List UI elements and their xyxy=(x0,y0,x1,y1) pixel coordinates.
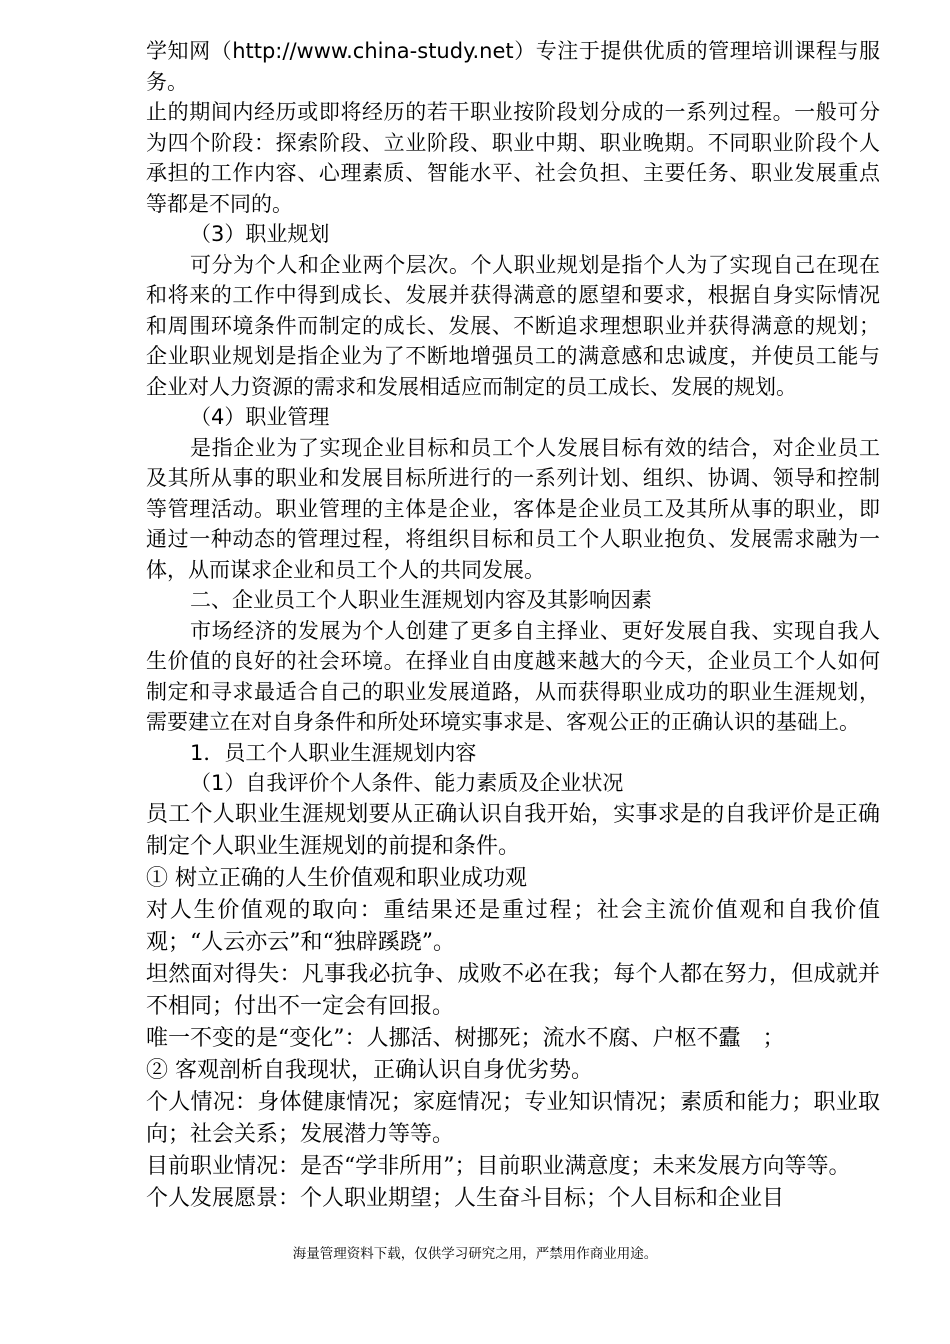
paragraph-change: 唯一不变的是“变化”：人挪活、树挪死；流水不腐、户枢不蠹 ； xyxy=(146,1025,785,1051)
paragraph-market-economy: 市场经济的发展为个人创建了更多自主择业、更好发展自我、实现自我人生价值的良好的社会环境。在择业自由度越来越大的今天，企业员工个人如何制定和寻求最适合自己的职业发展道路，从而获得职业成功的职业生涯规划，需要建立在对自身条件和所处环境实事求是、客观公正的正确认识的基础上。 xyxy=(146,618,880,734)
paragraph-vision: 个人发展愿景：个人职业期望；人生奋斗目标；个人目标和企业目 xyxy=(146,1185,785,1211)
heading-self-evaluation: （1）自我评价个人条件、能力素质及企业状况 xyxy=(190,771,624,795)
document-page xyxy=(146,36,880,1215)
paragraph-gains-losses: 坦然面对得失：凡事我必抗争、成败不必在我；每个人都在努力，但成就并不相同；付出不一定会有回报。 xyxy=(146,961,880,1019)
list-item-self-analysis: ② 客观剖析自我现状，正确认识自身优劣势。 xyxy=(146,1057,593,1083)
paragraph-personal-situation: 个人情况：身体健康情况；家庭情况；专业知识情况；素质和能力；职业取向；社会关系；发展潜力等等。 xyxy=(146,1089,880,1147)
paragraph-career-management: 是指企业为了实现企业目标和员工个人发展目标有效的结合，对企业员工及其所从事的职业和发展目标所进行的一系列计划、组织、协调、领导和控制等管理活动。职业管理的主体是企业，客体是企业员工及其所从事的职业，即通过一种动态的管理过程，将组织目标和员工个人职业抱负、发展需求融为一体，从而谋求企业和员工个人的共同发展。 xyxy=(146,435,880,582)
page-footer: 海量管理资料下载，仅供学习研究之用，严禁用作商业用途。 xyxy=(292,1246,658,1262)
heading-plan-content: 1．员工个人职业生涯规划内容 xyxy=(190,740,477,765)
paragraph-career-planning: 可分为个人和企业两个层次。个人职业规划是指个人为了实现自己在现在和将来的工作中得到成长、发展并获得满意的愿望和要求，根据自身实际情况和周围环境条件而制定的成长、发展、不断追求理想职业并获得满意的规划；企业职业规划是指企业为了不断地增强员工的满意感和忠诚度，并使员工能与企业对人力资源的需求和发展相适应而制定的员工成长、发展的规划。 xyxy=(146,252,880,399)
paragraph-career-stages: 止的期间内经历或即将经历的若干职业按阶段划分成的一系列过程。一般可分为四个阶段：探索阶段、立业阶段、职业中期、职业晚期。不同职业阶段个人承担的工作内容、心理素质、智能水平、社会负担、主要任务、职业发展重点等都是不同的。 xyxy=(146,100,880,216)
paragraph-current-job: 目前职业情况：是否“学非所用”；目前职业满意度；未来发展方向等等。 xyxy=(146,1153,851,1179)
paragraph-value-orientation: 对人生价值观的取向：重结果还是重过程；社会主流价值观和自我价值观；“人云亦云”和“独辟蹊跷”。 xyxy=(146,897,880,955)
paragraph-self-knowledge: 员工个人职业生涯规划要从正确认识自我开始，实事求是的自我评价是正确制定个人职业生涯规划的前提和条件。 xyxy=(146,801,880,859)
heading-career-planning: （3）职业规划 xyxy=(190,222,330,246)
section-heading-two: 二、企业员工个人职业生涯规划内容及其影响因素 xyxy=(190,588,652,612)
heading-career-management: （4）职业管理 xyxy=(190,405,330,429)
list-item-values: ① 树立正确的人生价值观和职业成功观 xyxy=(146,865,527,891)
site-header-line: 学知网（http://www.china-study.net）专注于提供优质的管理培训课程与服务。 xyxy=(146,39,880,94)
